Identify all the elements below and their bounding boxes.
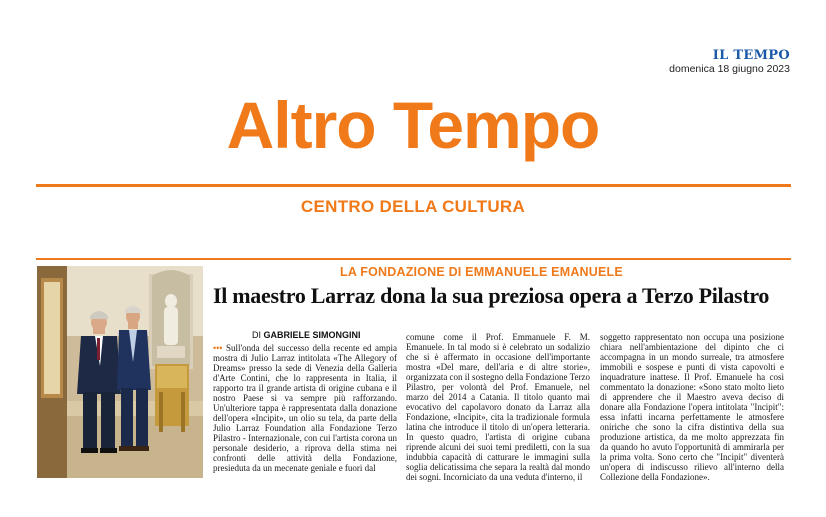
issue-date: domenica 18 giugno 2023: [669, 63, 790, 75]
column-3-text: soggetto rappresentato non occupa una posizione chiara nell'ambientazione del dipinto che ci accompagna in un mondo surreale, tra atmosfere immobili e sospese e punti di vista capovolti e inquadrature inattese. Il Prof. Emanuele ha così commentato la donazione: «Sono stato molto lieto di apprendere che il Maestro aveva deciso di donare alla Fondazione l'opera intitolata "Incipit": essa infatti incarna perfettamente le atmosfere oniriche che sono la cifra distintiva della sua produzione artistica, da me molto apprezzata fin da quando ho avuto l'opportunità di ammirarla per la prima volta. Sono certo che "Incipit" diventerà un'opera di indiscusso rilievo all'interno della Collezione della Fondazione».: [600, 332, 784, 482]
newspaper-logo: IL TEMPO: [712, 48, 790, 63]
section-rule-bottom: [36, 258, 791, 260]
article-column-3: [600, 332, 784, 482]
column-1-text: Sull'onda del successo della recente ed ampia mostra di Julio Larraz intitolata «The Allegory of Dreams» presso la sede di Venezia della Galleria d'Arte Contini, che lo rappresenta in Italia, il rapporto tra il grande artista di origine cubana e il nostro Paese si va sempre più rafforzando. Un'ulteriore tappa è rappresentata dalla donazione dell'opera «Incipit», un olio su tela, da parte della Julio Larraz Foundation alla Fondazione Terzo Pilastro - Internazionale, con cui l'artista corona un personale desiderio, a riprova della stima nei confronti delle attività della Fondazione, presieduta da un mecenate geniale e fuori dal: [213, 343, 397, 473]
article-kicker: LA FONDAZIONE DI EMMANUELE EMANUELE: [340, 265, 623, 279]
article-column-1: [213, 343, 397, 473]
article-column-2: [406, 332, 590, 482]
column-2-text: comune come il Prof. Emmanuele F. M. Emanuele. In tal modo si è celebrato un sodalizio che si è affermato in occasione dell'importante mostra «Del mare, dell'aria e di altre storie», organizzata con il sostegno della Fondazione Terzo Pilastro, per volontà del Prof. Emanuele, nel marzo del 2014 a Catania. Il titolo quanto mai evocativo del capolavoro donato da Larraz alla Fondazione, «Incipit», cita la tradizionale formula latina che introduce il titolo di un'opera letteraria. In questo quadro, l'artista di origine cubana riprende alcuni dei suoi temi prediletti, con la sua indubbia capacità di catturare le immagini sulla soglia delicatissima che separa la realtà dal mondo dei sogni. Incorniciato da una veduta d'interno, il: [406, 332, 590, 482]
article-photo: [37, 266, 203, 478]
section-rule-top: [36, 184, 791, 187]
lead-marker: •••: [213, 343, 223, 353]
section-subtitle: CENTRO DELLA CULTURA: [300, 197, 526, 216]
article-byline: [252, 330, 361, 340]
byline-prefix: DI: [252, 330, 261, 340]
byline-author: GABRIELE SIMONGINI: [263, 330, 361, 340]
section-title: Altro Tempo: [226, 88, 600, 162]
article-headline: Il maestro Larraz dona la sua preziosa opera a Terzo Pilastro: [213, 283, 770, 308]
